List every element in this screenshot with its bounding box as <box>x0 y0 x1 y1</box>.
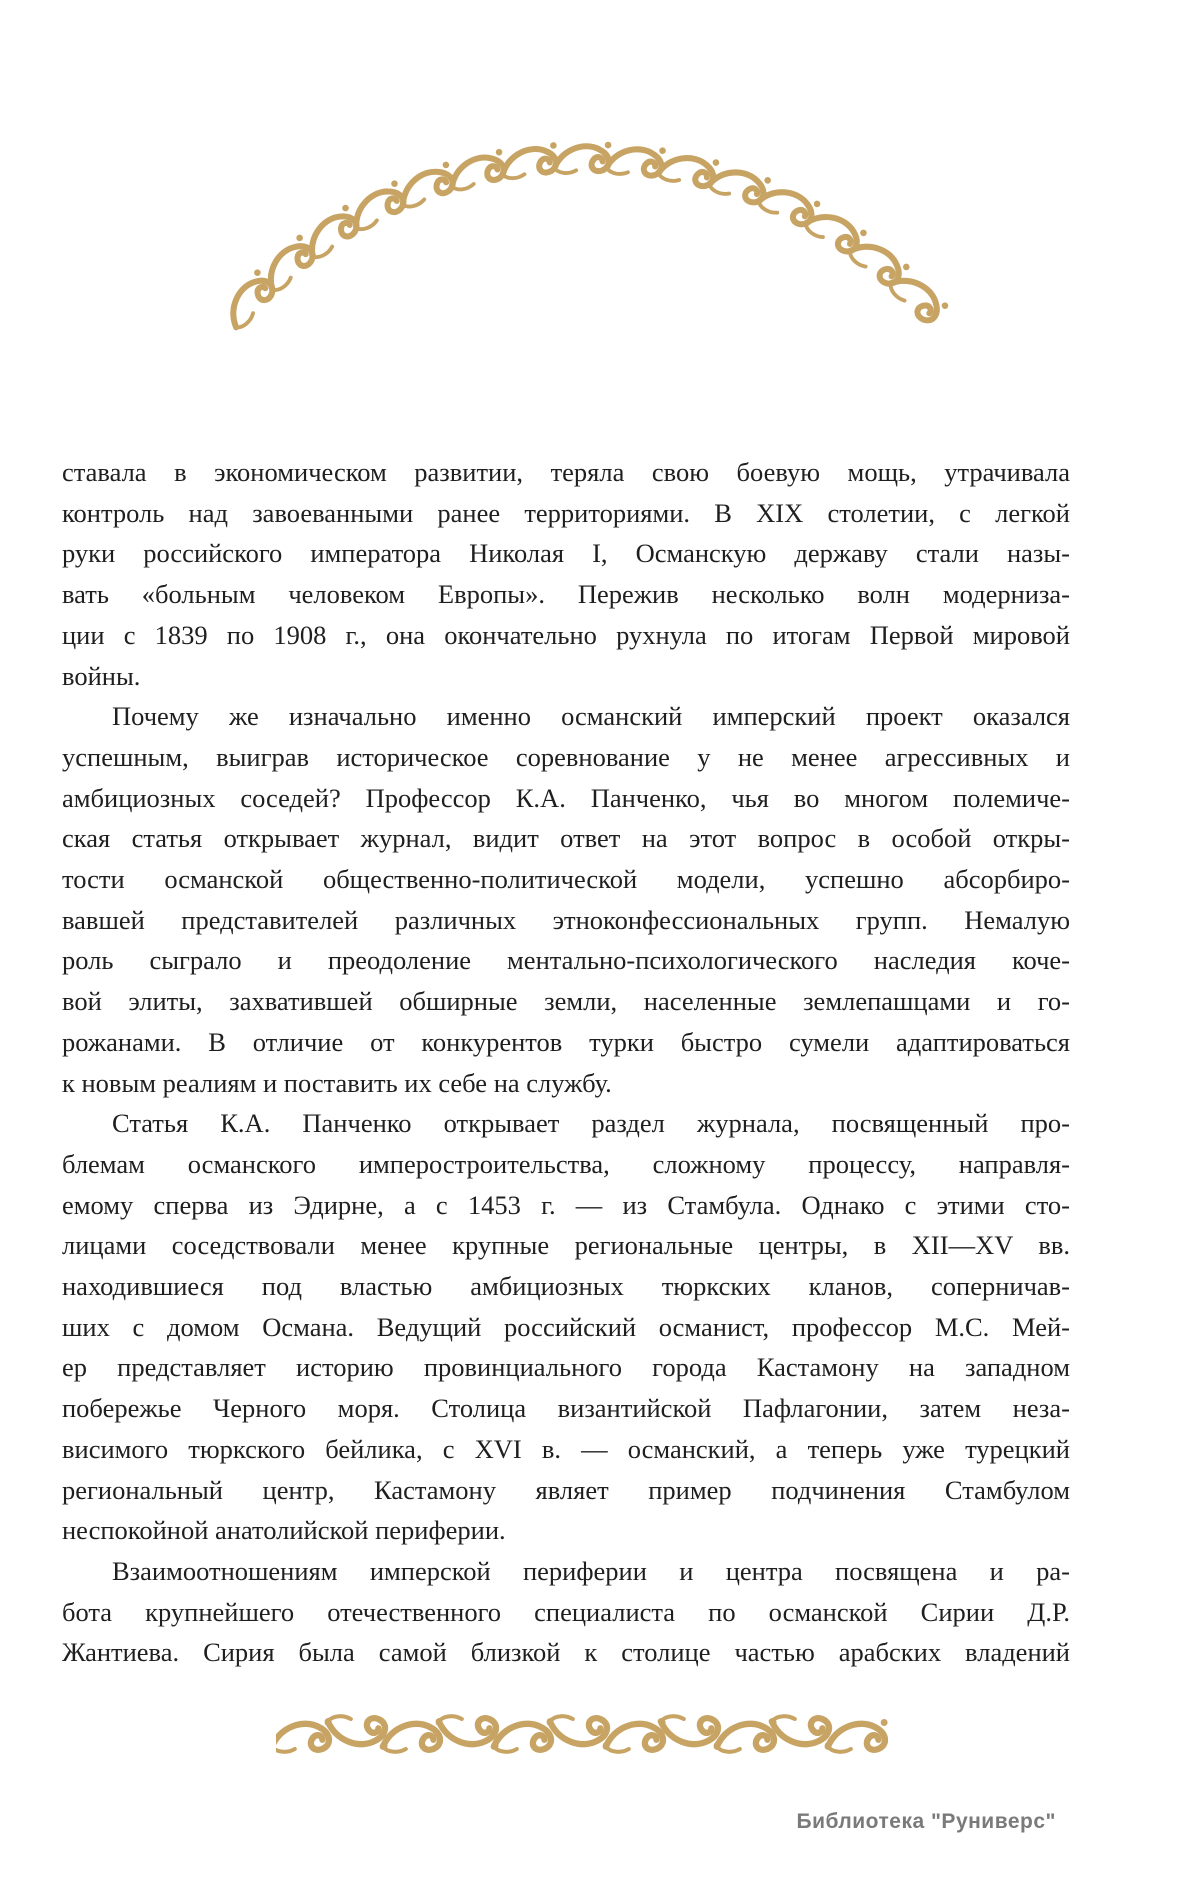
text-line: находившиеся под властью амбициозных тюркских кланов, соперничав- <box>62 1271 1070 1302</box>
text-line: емому сперва из Эдирне, а с 1453 г. — из Стамбула. Однако с этими сто- <box>62 1189 1070 1220</box>
bottom-band-flourish-ornament <box>276 1708 888 1760</box>
paragraph-3 <box>62 1103 1070 1551</box>
paragraph-2 <box>62 696 1070 1103</box>
text-line: Взаимоотношениям имперской периферии и центра посвящена и ра- <box>112 1555 1070 1586</box>
text-line: ции с 1839 по 1908 г., она окончательно рухнула по итогам Первой мировой <box>62 619 1070 650</box>
text-line: висимого тюркского бейлика, с XVI в. — османский, а теперь уже турецкий <box>62 1433 1070 1464</box>
text-line: вать «больным человеком Европы». Пережив несколько волн модерниза- <box>62 579 1070 610</box>
text-line: неспокойной анатолийской периферии. <box>62 1515 506 1546</box>
text-line: успешным, выиграв историческое соревнование у не менее агрессивных и <box>62 741 1070 772</box>
page-text-block <box>62 452 1070 1673</box>
bottom-ornament-scrolls <box>276 1716 888 1752</box>
text-line: лицами соседствовали менее крупные региональные центры, в XII—XV вв. <box>62 1230 1070 1261</box>
top-ornament-scrolls <box>217 141 949 330</box>
text-line: Жантиева. Сирия была самой близкой к столице частью арабских владений <box>62 1637 1070 1668</box>
text-line: Статья К.А. Панченко открывает раздел журнала, посвященный про- <box>112 1108 1070 1139</box>
text-line: бота крупнейшего отечественного специалиста по османской Сирии Д.Р. <box>62 1596 1070 1627</box>
text-line: вавшей представителей различных этноконфессиональных групп. Немалую <box>62 904 1070 935</box>
paragraph-4 <box>62 1551 1070 1673</box>
text-line: амбициозных соседей? Профессор К.А. Панченко, чья во многом полемиче- <box>62 782 1070 813</box>
text-line: ер представляет историю провинциального города Кастамону на западном <box>62 1352 1070 1383</box>
text-line: Почему же изначально именно османский имперский проект оказался <box>112 701 1070 732</box>
text-line: войны. <box>62 660 141 691</box>
text-line: вой элиты, захватившей обширные земли, населенные землепашцами и го- <box>62 986 1070 1017</box>
text-line: ших с домом Османа. Ведущий российский османист, профессор М.С. Мей- <box>62 1311 1070 1342</box>
library-watermark: Библиотека "Руниверс" <box>796 1810 1056 1833</box>
text-line: рожанами. В отличие от конкурентов турки быстро сумели адаптироваться <box>62 1026 1070 1057</box>
top-arc-flourish-ornament <box>215 128 955 338</box>
paragraph-1 <box>62 452 1070 696</box>
text-line: блемам османского имперостроительства, сложному процессу, направля- <box>62 1148 1070 1179</box>
text-line: контроль над завоеванными ранее территориями. В XIX столетии, с легкой <box>62 497 1070 528</box>
text-line: ставала в экономическом развитии, теряла свою боевую мощь, утрачивала <box>62 457 1070 487</box>
text-line: ская статья открывает журнал, видит ответ на этот вопрос в особой откры- <box>62 823 1070 854</box>
text-line: тости османской общественно-политической модели, успешно абсорбиро- <box>62 864 1070 895</box>
text-line: руки российского императора Николая I, Османскую державу стали назы- <box>62 538 1070 569</box>
text-line: к новым реалиям и поставить их себе на службу. <box>62 1067 612 1098</box>
text-line: роль сыграло и преодоление ментально-психологического наследия коче- <box>62 945 1070 976</box>
text-line: побережье Черного моря. Столица византийской Пафлагонии, затем неза- <box>62 1393 1070 1424</box>
text-line: региональный центр, Кастамону являет пример подчинения Стамбулом <box>62 1474 1070 1505</box>
